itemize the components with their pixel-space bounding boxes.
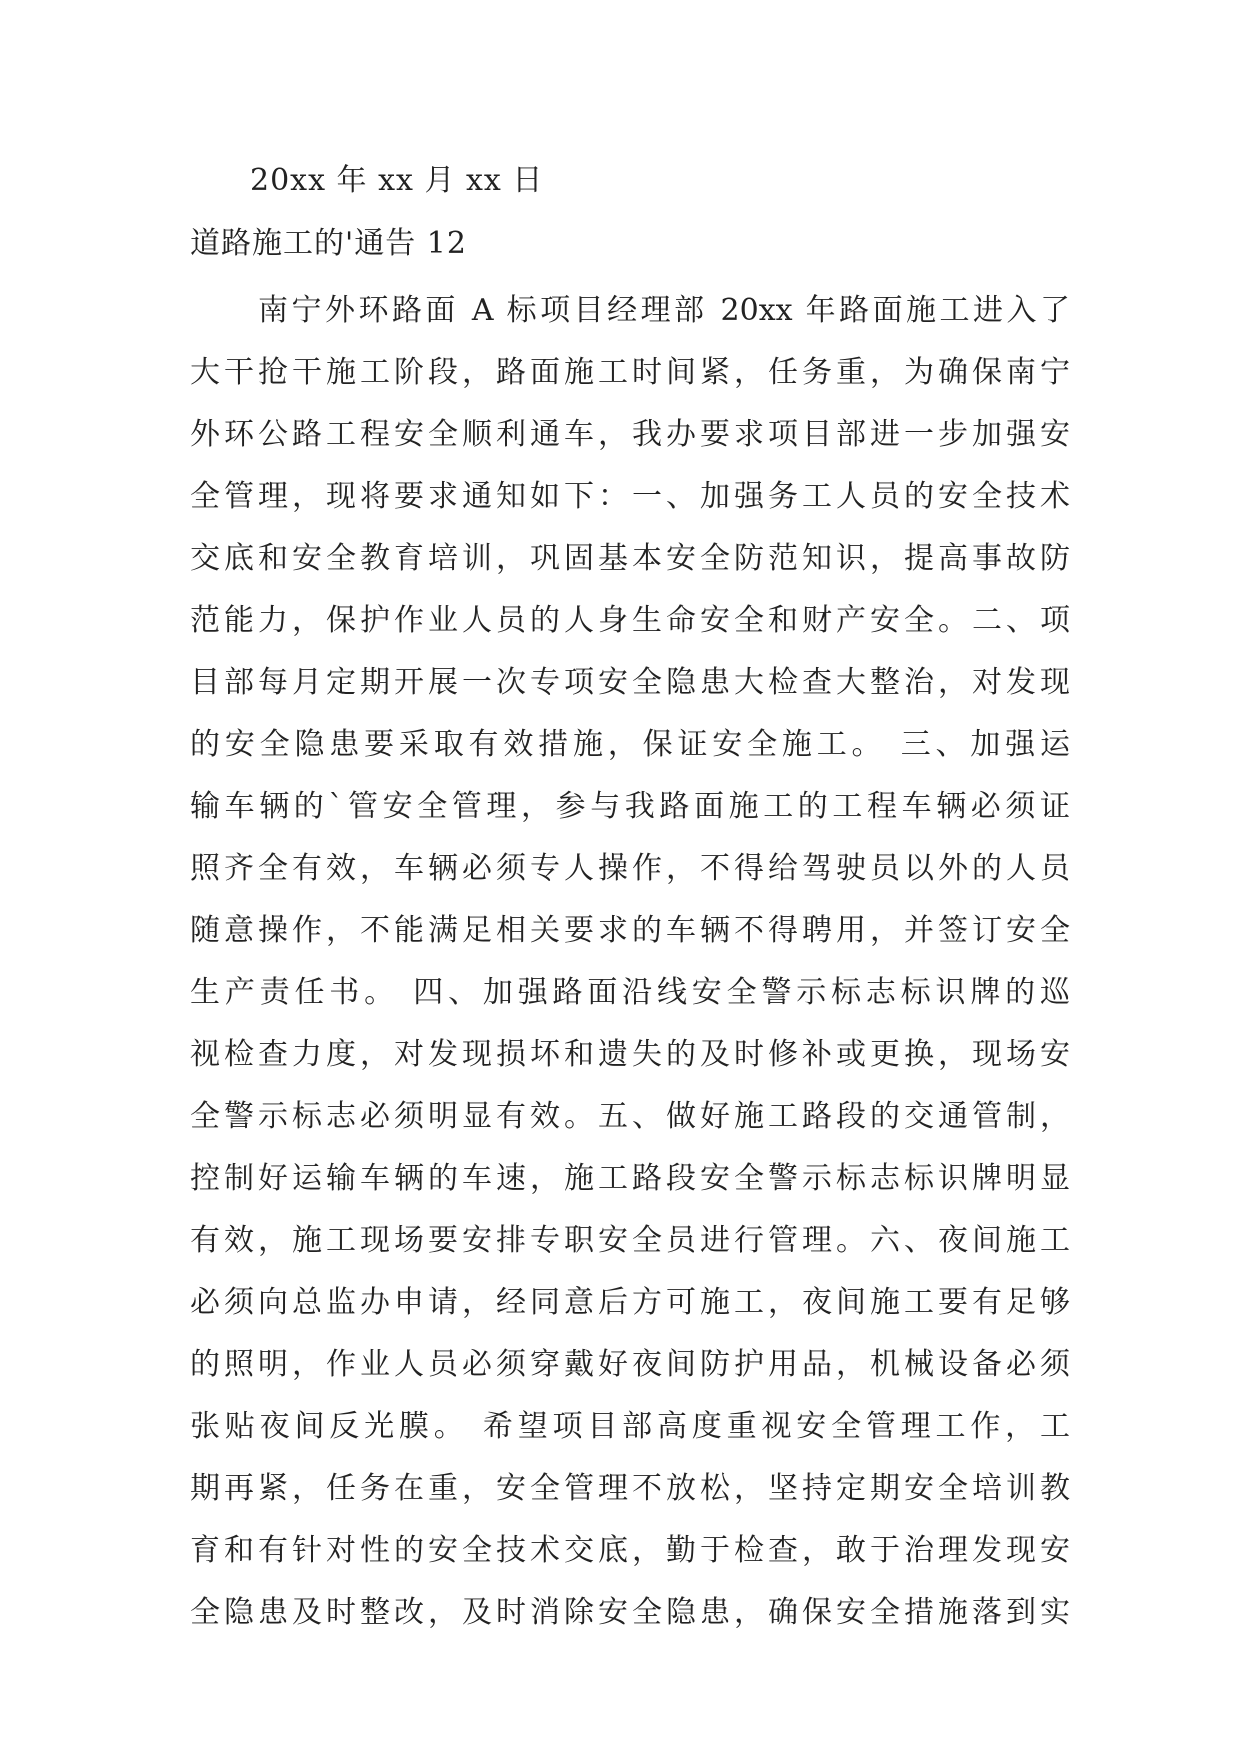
body-line: 南宁外环路面 A 标项目经理部 20xx 年路面施工进入了 [258,293,1070,328]
body-line: 输车辆的`管安全管理，参与我路面施工的工程车辆必须证 [190,789,1070,824]
body-line: 范能力，保护作业人员的人身生命安全和财产安全。二、项 [190,603,1070,638]
body-line: 目部每月定期开展一次专项安全隐患大检查大整治，对发现 [190,665,1070,700]
notice-title: 道路施工的'通告 12 [190,226,467,261]
body-line: 有效，施工现场要安排专职安全员进行管理。六、夜间施工 [190,1223,1070,1258]
body-line: 大干抢干施工阶段，路面施工时间紧，任务重，为确保南宁 [190,355,1070,390]
body-line: 育和有针对性的安全技术交底，勤于检查，敢于治理发现安 [190,1533,1070,1568]
body-line: 必须向总监办申请，经同意后方可施工，夜间施工要有足够 [190,1285,1070,1320]
body-line: 生产责任书。 四、加强路面沿线安全警示标志标识牌的巡 [190,975,1070,1010]
body-line: 张贴夜间反光膜。 希望项目部高度重视安全管理工作，工 [190,1409,1070,1444]
body-line: 全警示标志必须明显有效。五、做好施工路段的交通管制， [190,1099,1070,1134]
body-line: 随意操作，不能满足相关要求的车辆不得聘用，并签订安全 [190,913,1070,948]
document-date: 20xx 年 xx 月 xx 日 [250,163,544,198]
body-line: 交底和安全教育培训，巩固基本安全防范知识，提高事故防 [190,541,1070,576]
notice-body [190,280,1070,1644]
body-line: 全管理，现将要求通知如下：一、加强务工人员的安全技术 [190,479,1070,514]
body-line: 外环公路工程安全顺利通车，我办要求项目部进一步加强安 [190,417,1070,452]
body-line: 的安全隐患要采取有效措施，保证安全施工。 三、加强运 [190,727,1070,762]
body-line: 期再紧，任务在重，安全管理不放松，坚持定期安全培训教 [190,1471,1070,1506]
body-line: 的照明，作业人员必须穿戴好夜间防护用品，机械设备必须 [190,1347,1070,1382]
body-line: 控制好运输车辆的车速，施工路段安全警示标志标识牌明显 [190,1161,1070,1196]
body-line: 视检查力度，对发现损坏和遗失的及时修补或更换，现场安 [190,1037,1070,1072]
body-line: 全隐患及时整改，及时消除安全隐患，确保安全措施落到实 [190,1595,1070,1630]
body-line: 照齐全有效，车辆必须专人操作，不得给驾驶员以外的人员 [190,851,1070,886]
